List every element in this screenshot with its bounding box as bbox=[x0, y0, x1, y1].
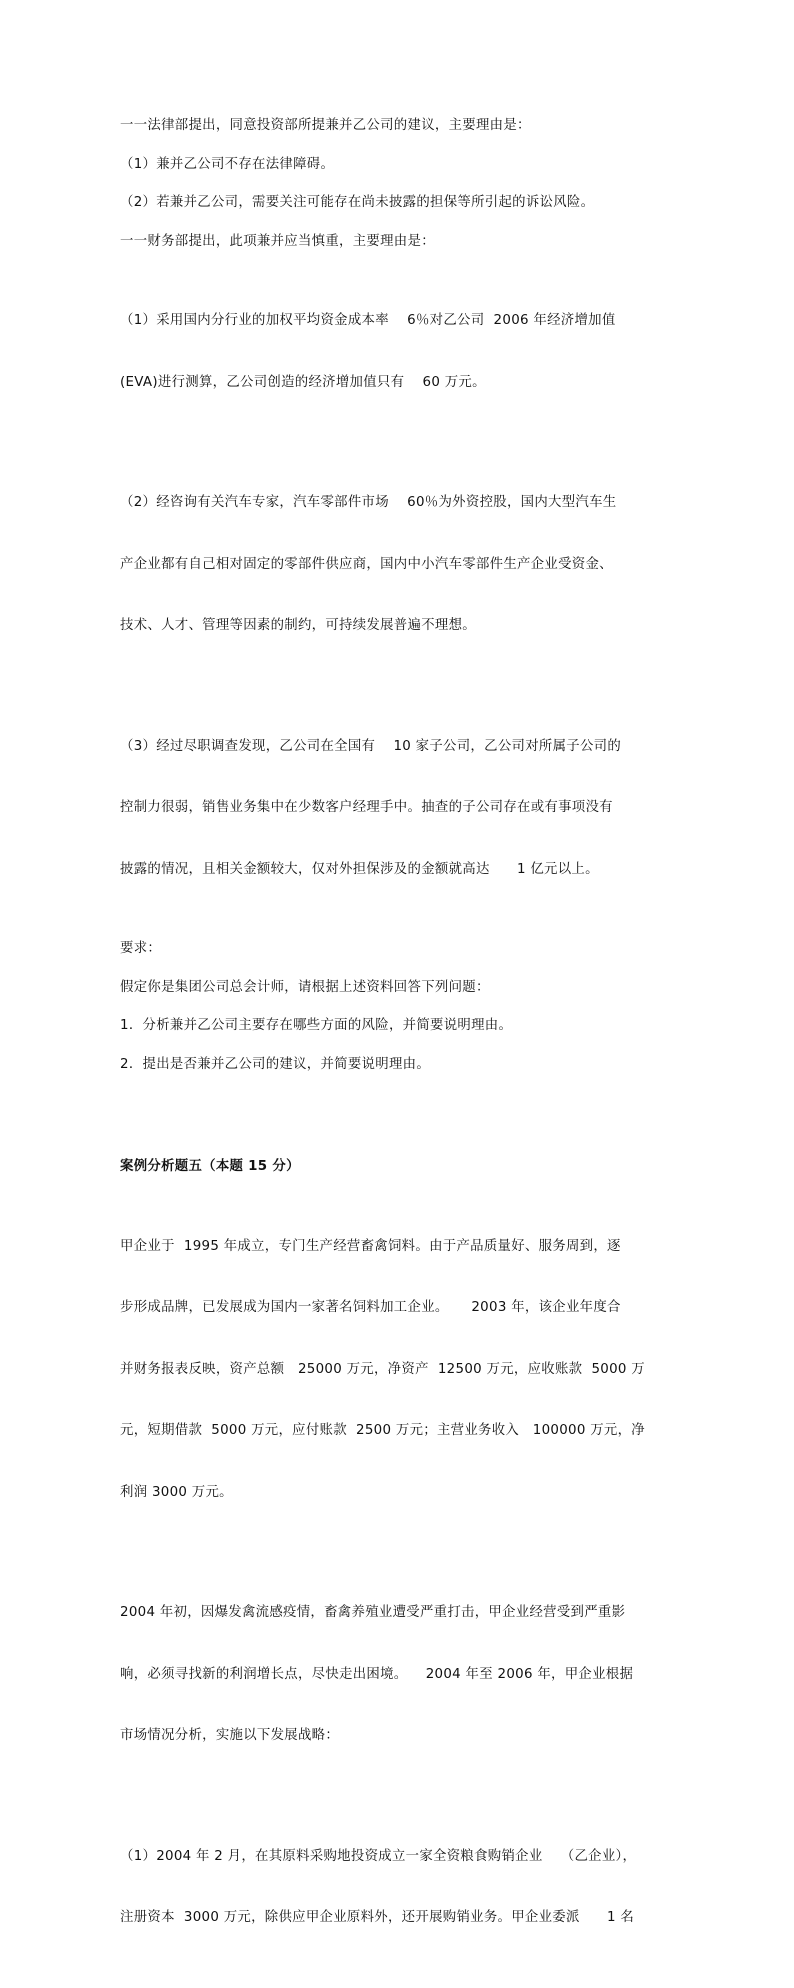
finance-point-2 bbox=[120, 452, 674, 678]
text-line: (EVA)进行测算，乙公司创造的经济增加值只有 60 万元。 bbox=[120, 374, 486, 390]
requirement-label: 要求： bbox=[120, 941, 162, 956]
text-line: 并财务报表反映，资产总额 25000 万元，净资产 12500 万元，应收账款 5000 万 bbox=[120, 1361, 645, 1377]
section-gap bbox=[120, 1093, 674, 1157]
legal-dept-intro: 一一法律部提出，同意投资部所提兼并乙公司的建议，主要理由是： bbox=[120, 118, 531, 133]
requirement-intro: 假定你是集团公司总会计师，请根据上述资料回答下列问题： bbox=[120, 979, 490, 995]
text-line: 披露的情况，且相关金额较大，仅对外担保涉及的金额就高达 1 亿元以上。 bbox=[120, 861, 599, 877]
text-line: （1）2004 年 2 月，在其原料采购地投资成立一家全资粮食购销企业 （乙企业）， bbox=[120, 1848, 637, 1864]
text-line: 甲企业于 1995 年成立，专门生产经营畜禽饲料。由于产品质量好、服务周到，逐 bbox=[120, 1238, 621, 1254]
question-1: 1．分析兼并乙公司主要存在哪些方面的风险，并简要说明理由。 bbox=[120, 1018, 513, 1033]
text-line: （3）经过尽职调查发现，乙公司在全国有 10 家子公司，乙公司对所属子公司的 bbox=[120, 738, 622, 754]
legal-point-2: （2）若兼并乙公司，需要关注可能存在尚未披露的担保等所引起的诉讼风险。 bbox=[120, 195, 595, 210]
text-line: 注册资本 3000 万元，除供应甲企业原料外，还开展购销业务。甲企业委派 1 名 bbox=[120, 1910, 635, 1925]
case-five-para-2 bbox=[120, 1562, 674, 1788]
document-page bbox=[120, 116, 674, 1988]
case-five-para-1 bbox=[120, 1196, 674, 1545]
finance-point-1 bbox=[120, 270, 674, 434]
case-five-para-3 bbox=[120, 1806, 674, 1970]
text-line: 控制力很弱，销售业务集中在少数客户经理手中。抽查的子公司存在或有事项没有 bbox=[120, 800, 613, 815]
legal-point-1: （1）兼并乙公司不存在法律障碍。 bbox=[120, 156, 335, 172]
question-2: 2．提出是否兼并乙公司的建议，并简要说明理由。 bbox=[120, 1056, 431, 1072]
text-line: 利润 3000 万元。 bbox=[120, 1484, 233, 1500]
text-line: 元，短期借款 5000 万元，应付账款 2500 万元；主营业务收入 100000 万元，净 bbox=[120, 1423, 645, 1438]
text-line: （2）经咨询有关汽车专家，汽车零部件市场 60％为外资控股，国内大型汽车生 bbox=[120, 495, 617, 510]
finance-dept-intro: 一一财务部提出，此项兼并应当慎重，主要理由是： bbox=[120, 233, 435, 249]
text-line: 响，必须寻找新的利润增长点，尽快走出困境。 2004 年至 2006 年，甲企业根据 bbox=[120, 1666, 634, 1682]
case-five-heading: 案例分析题五（本题 15 分） bbox=[120, 1159, 300, 1174]
text-line: 市场情况分析，实施以下发展战略： bbox=[120, 1728, 340, 1743]
text-line: 技术、人才、管理等因素的制约，可持续发展普遍不理想。 bbox=[120, 618, 476, 633]
text-line: 步形成品牌，已发展成为国内一家著名饲料加工企业。 2003 年，该企业年度合 bbox=[120, 1300, 621, 1315]
text-line: 2004 年初，因爆发禽流感疫情，畜禽养殖业遭受严重打击，甲企业经营受到严重影 bbox=[120, 1605, 626, 1620]
text-line: 产企业都有自己相对固定的零部件供应商，国内中小汽车零部件生产企业受资金、 bbox=[120, 556, 613, 572]
text-line: （1）采用国内分行业的加权平均资金成本率 6％对乙公司 2006 年经济增加值 bbox=[120, 313, 616, 328]
finance-point-3 bbox=[120, 696, 674, 922]
